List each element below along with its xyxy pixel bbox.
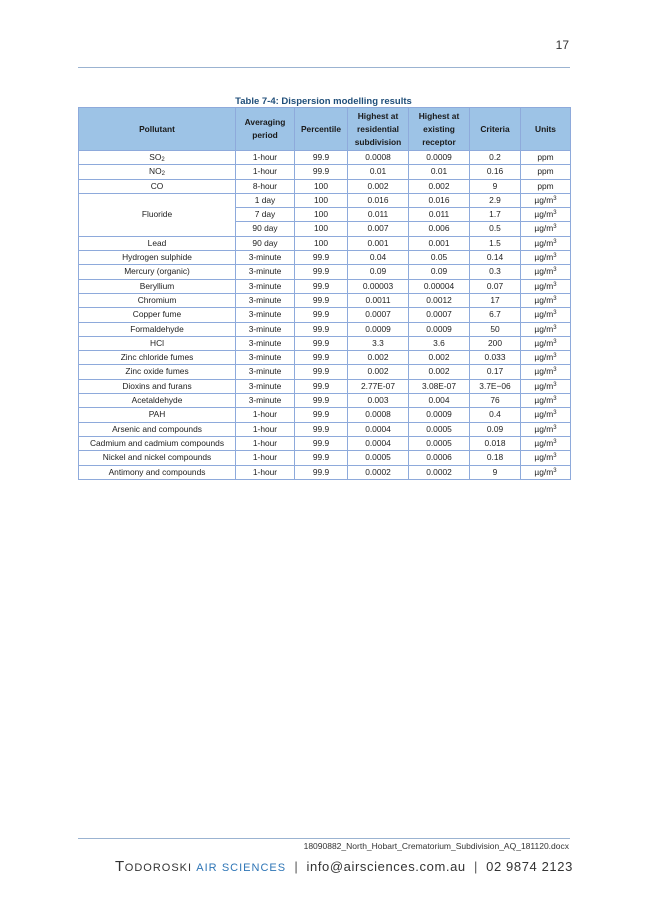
cell-pollutant <box>79 408 236 422</box>
table-row <box>79 236 571 250</box>
cell-unit <box>521 193 571 207</box>
pollutant-name: Nickel and nickel compounds <box>102 452 212 463</box>
cell-existing: 0.0009 <box>409 408 470 422</box>
unit-text: µg/m <box>534 209 554 220</box>
cell-residential: 0.00003 <box>348 279 409 293</box>
cell-percentile: 100 <box>295 179 348 193</box>
pollutant-name: Antimony and compounds <box>108 466 206 477</box>
table-row <box>79 308 571 322</box>
cell-period: 3-minute <box>236 322 295 336</box>
header-existing-line1: Highest at <box>418 110 460 121</box>
cell-unit <box>521 451 571 465</box>
unit-text: µg/m <box>534 466 554 477</box>
unit-superscript: 3 <box>553 353 557 360</box>
footer-separator: | <box>473 859 478 874</box>
footer-phone: 02 9874 2123 <box>486 859 573 874</box>
cell-residential: 0.0004 <box>348 436 409 450</box>
cell-criteria: 2.9 <box>470 193 521 207</box>
cell-pollutant <box>79 151 236 165</box>
cell-unit <box>521 208 571 222</box>
header-highest-existing <box>409 108 470 151</box>
table-row <box>79 465 571 479</box>
cell-residential: 0.0008 <box>348 408 409 422</box>
cell-period: 7 day <box>236 208 295 222</box>
unit-text: µg/m <box>534 309 554 320</box>
footer-separator: | <box>294 859 299 874</box>
cell-residential: 0.0005 <box>348 451 409 465</box>
table-row <box>79 351 571 365</box>
cell-residential: 0.01 <box>348 165 409 179</box>
unit-superscript: 3 <box>553 210 557 217</box>
pollutant-name: SO <box>149 152 162 162</box>
cell-pollutant <box>79 451 236 465</box>
cell-pollutant <box>79 465 236 479</box>
unit-superscript: 3 <box>553 453 557 460</box>
table-row <box>79 408 571 422</box>
table-row <box>79 265 571 279</box>
cell-residential: 0.001 <box>348 236 409 250</box>
footer-contact <box>115 858 573 875</box>
table-row <box>79 379 571 393</box>
cell-pollutant <box>79 236 236 250</box>
cell-percentile: 99.9 <box>295 422 348 436</box>
cell-criteria: 200 <box>470 336 521 350</box>
unit-superscript: 3 <box>553 381 557 388</box>
header-pollutant: Pollutant <box>79 108 236 151</box>
unit-text: µg/m <box>534 323 554 334</box>
header-percentile: Percentile <box>295 108 348 151</box>
header-highest-residential <box>348 108 409 151</box>
cell-existing: 0.016 <box>409 193 470 207</box>
table-header-row <box>79 108 571 151</box>
unit-superscript: 3 <box>553 367 557 374</box>
header-existing-line2: existing <box>423 123 455 134</box>
cell-criteria: 3.7E−06 <box>470 379 521 393</box>
cell-unit <box>521 236 571 250</box>
header-averaging-line1: Averaging <box>244 117 286 127</box>
cell-period: 90 day <box>236 236 295 250</box>
cell-percentile: 99.9 <box>295 451 348 465</box>
cell-residential: 0.09 <box>348 265 409 279</box>
cell-existing: 0.09 <box>409 265 470 279</box>
table-row <box>79 151 571 165</box>
unit-text: µg/m <box>534 395 554 406</box>
cell-existing: 0.002 <box>409 365 470 379</box>
cell-percentile: 99.9 <box>295 394 348 408</box>
pollutant-name: PAH <box>148 409 166 420</box>
cell-percentile: 99.9 <box>295 279 348 293</box>
cell-pollutant <box>79 279 236 293</box>
cell-criteria: 0.07 <box>470 279 521 293</box>
cell-unit <box>521 165 571 179</box>
cell-criteria: 0.018 <box>470 436 521 450</box>
cell-percentile: 99.9 <box>295 379 348 393</box>
unit-text: µg/m <box>534 437 554 448</box>
cell-residential: 0.016 <box>348 193 409 207</box>
pollutant-name: Mercury (organic) <box>124 266 190 277</box>
cell-period: 8-hour <box>236 179 295 193</box>
table-body <box>79 151 571 480</box>
footer-rule <box>78 838 570 839</box>
cell-period: 1-hour <box>236 451 295 465</box>
unit-text: µg/m <box>534 252 554 263</box>
pollutant-name: Zinc chloride fumes <box>120 352 194 363</box>
pollutant-name: Arsenic and compounds <box>112 423 202 434</box>
header-rule <box>78 67 570 68</box>
cell-period: 3-minute <box>236 394 295 408</box>
unit-superscript: 3 <box>553 281 557 288</box>
table-row <box>79 293 571 307</box>
cell-period: 1-hour <box>236 165 295 179</box>
cell-existing: 0.0007 <box>409 308 470 322</box>
cell-period: 1-hour <box>236 465 295 479</box>
cell-existing: 0.0002 <box>409 465 470 479</box>
pollutant-name: Copper fume <box>132 309 182 320</box>
cell-percentile: 99.9 <box>295 351 348 365</box>
cell-pollutant <box>79 394 236 408</box>
unit-superscript: 3 <box>553 267 557 274</box>
unit-superscript: 3 <box>553 253 557 260</box>
unit-superscript: 3 <box>553 295 557 302</box>
cell-percentile: 99.9 <box>295 365 348 379</box>
unit-text: µg/m <box>534 423 554 434</box>
pollutant-name: Zinc oxide fumes <box>125 366 189 377</box>
cell-unit <box>521 151 571 165</box>
table-row <box>79 279 571 293</box>
cell-unit <box>521 179 571 193</box>
cell-residential: 0.0004 <box>348 422 409 436</box>
header-residential-line1: Highest at <box>357 110 399 121</box>
cell-percentile: 99.9 <box>295 251 348 265</box>
cell-unit <box>521 379 571 393</box>
cell-existing: 0.0005 <box>409 436 470 450</box>
cell-existing: 0.0009 <box>409 322 470 336</box>
table-row <box>79 251 571 265</box>
pollutant-name: Cadmium and cadmium compounds <box>89 437 225 448</box>
cell-existing: 0.0009 <box>409 151 470 165</box>
cell-criteria: 0.09 <box>470 422 521 436</box>
cell-existing: 0.002 <box>409 179 470 193</box>
cell-existing: 3.08E-07 <box>409 379 470 393</box>
pollutant-name: Formaldehyde <box>130 323 184 334</box>
cell-criteria: 50 <box>470 322 521 336</box>
unit-superscript: 3 <box>553 224 557 231</box>
cell-existing: 0.011 <box>409 208 470 222</box>
cell-period: 1-hour <box>236 151 295 165</box>
cell-residential: 0.007 <box>348 222 409 236</box>
cell-residential: 0.0008 <box>348 151 409 165</box>
cell-residential: 0.002 <box>348 365 409 379</box>
cell-unit <box>521 336 571 350</box>
cell-criteria: 0.17 <box>470 365 521 379</box>
table-row <box>79 165 571 179</box>
cell-percentile: 99.9 <box>295 336 348 350</box>
cell-percentile: 99.9 <box>295 322 348 336</box>
cell-period: 90 day <box>236 222 295 236</box>
cell-percentile: 99.9 <box>295 293 348 307</box>
cell-period: 3-minute <box>236 379 295 393</box>
cell-criteria: 1.7 <box>470 208 521 222</box>
cell-criteria: 76 <box>470 394 521 408</box>
dispersion-results-table <box>78 107 571 480</box>
unit-text: µg/m <box>534 280 554 291</box>
cell-residential: 0.0002 <box>348 465 409 479</box>
footer-email[interactable]: info@airsciences.com.au <box>306 859 466 874</box>
unit-text: ppm <box>537 152 554 162</box>
pollutant-name: HCl <box>150 337 164 348</box>
unit-superscript: 3 <box>553 424 557 431</box>
pollutant-subscript: 2 <box>161 157 165 163</box>
page-number: 17 <box>555 38 569 52</box>
unit-text: ppm <box>537 180 554 191</box>
header-residential-line2: residential <box>357 123 399 134</box>
cell-percentile: 99.9 <box>295 151 348 165</box>
cell-criteria: 0.18 <box>470 451 521 465</box>
cell-residential: 0.0009 <box>348 322 409 336</box>
cell-criteria: 0.2 <box>470 151 521 165</box>
cell-unit <box>521 351 571 365</box>
pollutant-name: Dioxins and furans <box>122 380 192 391</box>
cell-percentile: 100 <box>295 236 348 250</box>
cell-period: 3-minute <box>236 279 295 293</box>
cell-residential: 0.002 <box>348 351 409 365</box>
table-caption: Table 7-4: Dispersion modelling results <box>235 96 412 107</box>
pollutant-name: Lead <box>147 237 167 248</box>
pollutant-name: Beryllium <box>139 280 175 291</box>
cell-pollutant <box>79 308 236 322</box>
unit-text: µg/m <box>534 352 554 363</box>
cell-existing: 0.00004 <box>409 279 470 293</box>
table-row <box>79 451 571 465</box>
cell-unit <box>521 251 571 265</box>
unit-text: µg/m <box>534 223 554 234</box>
header-averaging-period <box>236 108 295 151</box>
pollutant-name: Chromium <box>137 294 177 305</box>
unit-superscript: 3 <box>553 410 557 417</box>
brand-sciences: SCIENCES <box>221 862 287 874</box>
cell-criteria: 9 <box>470 179 521 193</box>
cell-residential: 0.002 <box>348 179 409 193</box>
cell-pollutant <box>79 436 236 450</box>
cell-criteria: 0.5 <box>470 222 521 236</box>
cell-unit <box>521 408 571 422</box>
unit-text: µg/m <box>534 266 554 277</box>
cell-pollutant <box>79 293 236 307</box>
cell-unit <box>521 265 571 279</box>
cell-period: 3-minute <box>236 251 295 265</box>
cell-existing: 0.01 <box>409 165 470 179</box>
pollutant-name: Hydrogen sulphide <box>122 252 192 263</box>
cell-percentile: 99.9 <box>295 165 348 179</box>
cell-criteria: 0.14 <box>470 251 521 265</box>
unit-text: µg/m <box>534 237 554 248</box>
cell-period: 1 day <box>236 193 295 207</box>
cell-pollutant <box>79 336 236 350</box>
cell-existing: 0.001 <box>409 236 470 250</box>
header-criteria: Criteria <box>470 108 521 151</box>
cell-residential: 0.003 <box>348 394 409 408</box>
unit-text: µg/m <box>534 337 554 348</box>
unit-superscript: 3 <box>553 238 557 245</box>
cell-percentile: 99.9 <box>295 465 348 479</box>
cell-criteria: 0.16 <box>470 165 521 179</box>
cell-existing: 0.006 <box>409 222 470 236</box>
header-residential-line3: subdivision <box>354 136 402 147</box>
cell-unit <box>521 422 571 436</box>
cell-unit <box>521 222 571 236</box>
cell-residential: 3.3 <box>348 336 409 350</box>
table-row <box>79 322 571 336</box>
cell-period: 3-minute <box>236 293 295 307</box>
cell-unit <box>521 293 571 307</box>
cell-pollutant <box>79 165 236 179</box>
cell-period: 3-minute <box>236 336 295 350</box>
cell-criteria: 9 <box>470 465 521 479</box>
cell-percentile: 99.9 <box>295 308 348 322</box>
cell-unit <box>521 394 571 408</box>
cell-existing: 3.6 <box>409 336 470 350</box>
table-row <box>79 193 571 207</box>
table-row <box>79 179 571 193</box>
table-row <box>79 436 571 450</box>
cell-residential: 0.04 <box>348 251 409 265</box>
cell-pollutant <box>79 365 236 379</box>
unit-text: µg/m <box>534 409 554 420</box>
cell-period: 3-minute <box>236 308 295 322</box>
cell-residential: 0.0011 <box>348 293 409 307</box>
cell-existing: 0.004 <box>409 394 470 408</box>
cell-existing: 0.0005 <box>409 422 470 436</box>
cell-period: 3-minute <box>236 351 295 365</box>
brand-first-cap: T <box>115 858 125 875</box>
header-averaging-line2: period <box>252 130 278 140</box>
cell-unit <box>521 436 571 450</box>
header-existing-line3: receptor <box>422 136 456 147</box>
cell-pollutant <box>79 322 236 336</box>
cell-residential: 2.77E-07 <box>348 379 409 393</box>
cell-unit <box>521 308 571 322</box>
brand-logo <box>115 859 286 874</box>
cell-unit <box>521 365 571 379</box>
cell-residential: 0.011 <box>348 208 409 222</box>
cell-unit <box>521 279 571 293</box>
cell-pollutant <box>79 265 236 279</box>
cell-criteria: 0.4 <box>470 408 521 422</box>
unit-superscript: 3 <box>553 195 557 202</box>
cell-residential: 0.0007 <box>348 308 409 322</box>
cell-criteria: 0.033 <box>470 351 521 365</box>
unit-text: µg/m <box>534 294 554 305</box>
pollutant-subscript: 2 <box>161 171 165 178</box>
cell-percentile: 99.9 <box>295 265 348 279</box>
cell-percentile: 99.9 <box>295 408 348 422</box>
pollutant-name: Fluoride <box>141 209 173 220</box>
cell-criteria: 6.7 <box>470 308 521 322</box>
unit-superscript: 3 <box>553 310 557 317</box>
cell-pollutant <box>79 179 236 193</box>
cell-pollutant <box>79 251 236 265</box>
unit-superscript: 3 <box>553 324 557 331</box>
table-row <box>79 365 571 379</box>
cell-existing: 0.05 <box>409 251 470 265</box>
cell-criteria: 1.5 <box>470 236 521 250</box>
pollutant-name: CO <box>150 180 164 191</box>
cell-period: 1-hour <box>236 436 295 450</box>
unit-text: ppm <box>537 166 554 177</box>
cell-period: 1-hour <box>236 408 295 422</box>
cell-existing: 0.002 <box>409 351 470 365</box>
cell-existing: 0.0012 <box>409 293 470 307</box>
cell-period: 3-minute <box>236 265 295 279</box>
unit-superscript: 3 <box>553 338 557 345</box>
cell-percentile: 100 <box>295 222 348 236</box>
unit-superscript: 3 <box>553 467 557 474</box>
document-reference: 18090882_North_Hobart_Crematorium_Subdivision_AQ_181120.docx <box>303 841 569 851</box>
unit-superscript: 3 <box>553 438 557 445</box>
brand-air: AIR <box>196 862 218 874</box>
cell-criteria: 17 <box>470 293 521 307</box>
cell-pollutant <box>79 193 236 236</box>
unit-text: µg/m <box>534 366 554 377</box>
table-row <box>79 336 571 350</box>
cell-percentile: 99.9 <box>295 436 348 450</box>
pollutant-name: Acetaldehyde <box>131 395 183 406</box>
cell-percentile: 100 <box>295 193 348 207</box>
pollutant-name: NO <box>149 166 162 177</box>
cell-pollutant <box>79 379 236 393</box>
header-units: Units <box>521 108 571 151</box>
cell-unit <box>521 465 571 479</box>
cell-criteria: 0.3 <box>470 265 521 279</box>
cell-period: 1-hour <box>236 422 295 436</box>
table-row <box>79 422 571 436</box>
unit-superscript: 3 <box>553 396 557 403</box>
table-row <box>79 394 571 408</box>
unit-text: µg/m <box>534 452 554 463</box>
cell-pollutant <box>79 351 236 365</box>
cell-period: 3-minute <box>236 365 295 379</box>
cell-percentile: 100 <box>295 208 348 222</box>
cell-existing: 0.0006 <box>409 451 470 465</box>
cell-pollutant <box>79 422 236 436</box>
brand-first-rest: ODOROSKI <box>124 862 193 874</box>
unit-text: µg/m <box>534 380 554 391</box>
unit-text: µg/m <box>534 194 554 205</box>
cell-unit <box>521 322 571 336</box>
